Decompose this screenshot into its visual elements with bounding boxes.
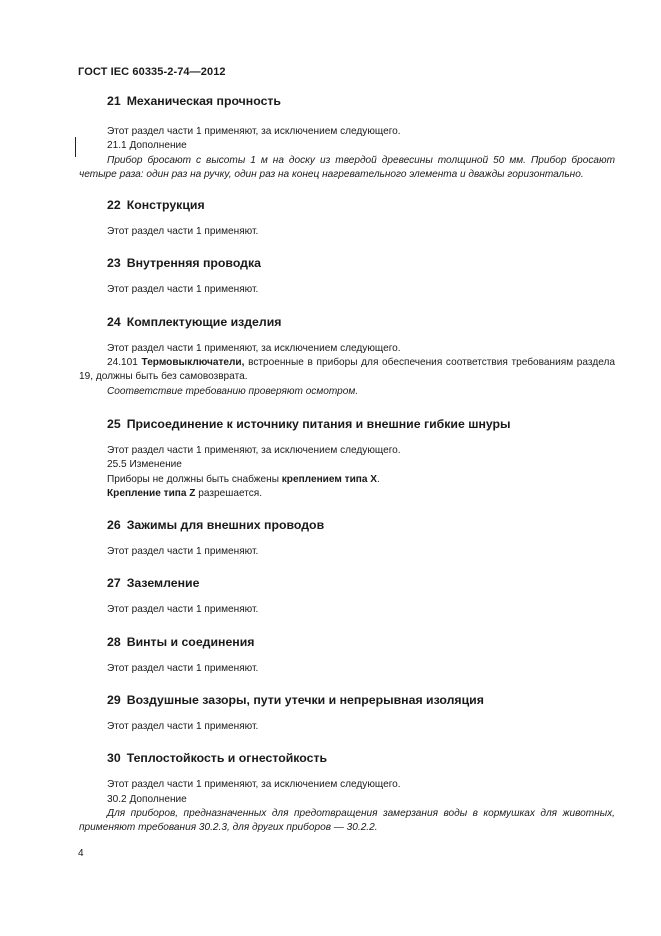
section-heading: 25 Присоединение к источнику питания и внешние гибкие шнуры [107,416,511,431]
subclause-label: 25.5 Изменение [107,459,182,471]
paragraph: Этот раздел части 1 применяют. [107,546,259,558]
section-heading: 24 Комплектующие изделия [107,314,282,329]
section-27 [79,575,615,617]
section-heading: 27 Заземление [107,576,200,591]
section-heading: 29 Воздушные зазоры, пути утечки и непрерывная изоляция [107,693,484,708]
page-number: 4 [78,848,84,859]
section-heading: 26 Зажимы для внешних проводов [107,518,325,533]
section-heading: 30 Теплостойкость и огнестойкость [107,751,328,766]
paragraph: Этот раздел части 1 применяют, за исключением следующего. [107,444,401,456]
section-29 [79,692,615,734]
paragraph: Приборы не должны быть снабжены креплением типа X. [107,473,380,485]
paragraph: Этот раздел части 1 применяют. [107,604,259,616]
document-body [79,93,615,836]
paragraph: Этот раздел части 1 применяют. [107,721,259,733]
paragraph: Соответствие требованию проверяют осмотром. [107,385,359,397]
subclause-label: 30.2 Дополнение [107,793,187,805]
paragraph: Этот раздел части 1 применяют. [107,662,259,674]
section-23 [79,255,615,297]
change-bar [75,137,76,157]
section-heading: 28 Винты и соединения [107,634,255,649]
paragraph: Этот раздел части 1 применяют. [107,226,259,238]
standard-header: ГОСТ IEC 60335-2-74—2012 [78,66,226,78]
section-26 [79,517,615,559]
paragraph: Этот раздел части 1 применяют, за исключением следующего. [107,779,401,791]
section-25 [79,416,615,501]
subclause-label: 21.1 Дополнение [107,140,187,152]
section-heading: 23 Внутренняя проводка [107,256,261,271]
section-22 [79,197,615,239]
section-24 [79,314,615,399]
paragraph: Этот раздел части 1 применяют, за исключением следующего. [107,342,401,354]
paragraph: Крепление типа Z разрешается. [107,487,263,499]
paragraph: Для приборов, предназначенных для предотвращения замерзания воды в кормушках для животных, применяют требования 30.2.3, для других приборов — 30.2.2. [79,807,615,834]
section-heading: 21 Механическая прочность [107,94,281,108]
paragraph: Прибор бросают с высоты 1 м на доску из твердой древесины толщиной 50 мм. Прибор бросают четыре раза: один раз на ручку, один раз на конец нагревательного элемента и дважды горизонтально. [79,154,615,180]
section-28 [79,634,615,676]
paragraph: Этот раздел части 1 применяют. [107,284,259,296]
paragraph: Этот раздел части 1 применяют, за исключением следующего. [107,126,401,137]
paragraph: 24.101 Термовыключатели, встроенные в приборы для обеспечения соответствия требованиям раздела 19, должны быть без самовозврата. [79,357,615,383]
section-21 [79,93,615,182]
section-30 [79,750,615,835]
section-heading: 22 Конструкция [107,198,205,213]
